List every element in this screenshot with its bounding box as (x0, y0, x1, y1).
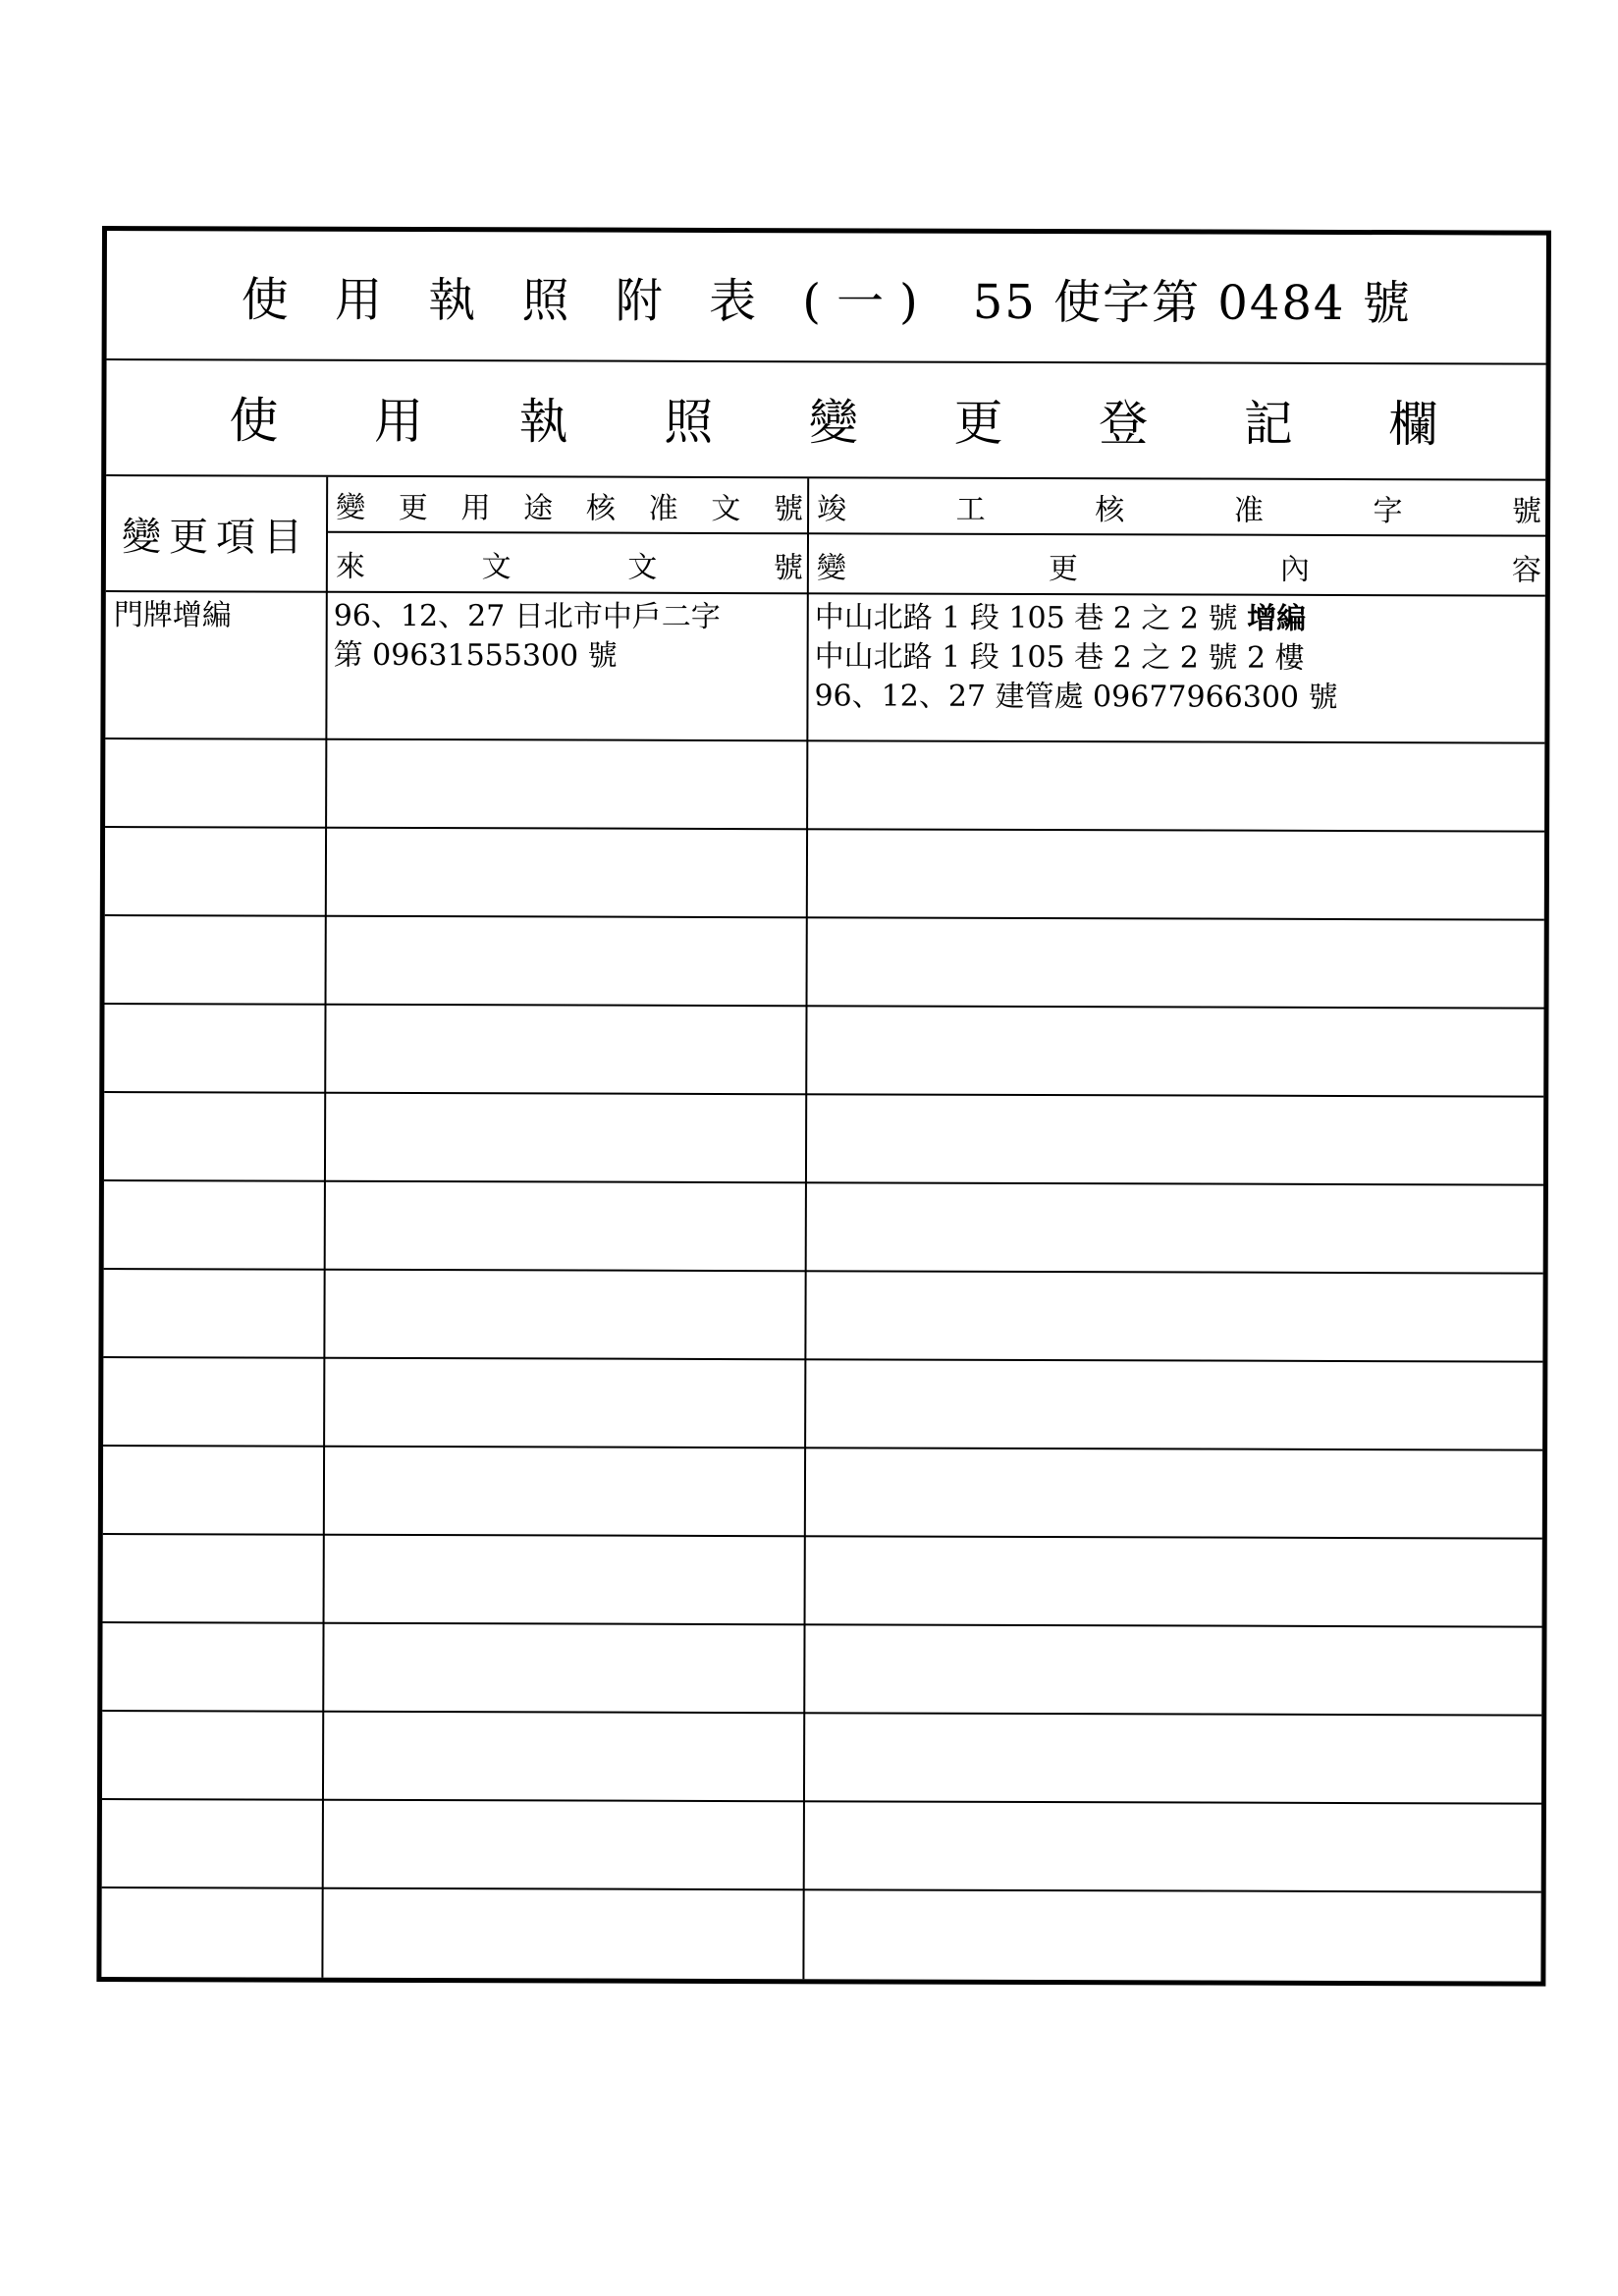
table-row (105, 828, 1544, 921)
table-row (103, 1535, 1542, 1628)
row-content-line (815, 598, 1338, 639)
header-char: 更 (398, 490, 428, 525)
header-char: 工 (955, 492, 986, 527)
table-row (101, 1888, 1540, 1976)
section-title-char: 用 (373, 392, 424, 451)
header-char: 變 (816, 550, 846, 585)
section-title-char: 變 (808, 394, 858, 452)
row-doc-number (334, 597, 721, 677)
table-row (105, 739, 1544, 833)
table-row (105, 916, 1544, 1010)
table-row (104, 1005, 1543, 1098)
header-char: 文 (711, 491, 741, 526)
header-change-item: 變更項目 (121, 514, 311, 561)
table-row (102, 1712, 1541, 1805)
header-char: 用 (460, 490, 491, 525)
row-content-line: 96、12、27 建管處 09677966300 號 (814, 679, 1338, 715)
row-change-content (814, 598, 1337, 718)
header-char: 文 (627, 550, 658, 585)
header-char: 號 (773, 550, 803, 585)
header-char: 核 (585, 491, 616, 526)
section-title-char: 使 (229, 392, 279, 450)
header-char: 字 (1373, 493, 1403, 528)
header-char: 更 (1048, 551, 1078, 586)
permit-number: 55 使字第 0484 號 (972, 274, 1412, 331)
row-content-text: 中山北路 1 段 105 巷 2 之 2 號 (814, 600, 1238, 636)
table-row (104, 1093, 1543, 1186)
change-record-table (101, 476, 1545, 1982)
row-content-emphasis: 增編 (1247, 601, 1307, 636)
header-char: 來 (335, 549, 365, 584)
header-char: 准 (1233, 493, 1264, 528)
section-title-char: 照 (664, 393, 714, 451)
row-change-item: 門牌增編 (113, 598, 232, 633)
table-row (103, 1270, 1542, 1363)
header-approval-doc-number (328, 477, 807, 535)
section-title-char: 登 (1099, 395, 1149, 453)
table-header (106, 476, 1545, 597)
header-completion-approval-number (809, 478, 1545, 536)
header-char: 容 (1511, 553, 1541, 588)
header-incoming-doc-number (328, 535, 807, 593)
section-title (106, 358, 1545, 481)
header-char: 號 (1512, 494, 1542, 529)
table-row (102, 1800, 1541, 1893)
usage-permit-form (96, 226, 1551, 1987)
header-char: 竣 (817, 491, 847, 526)
header-char: 文 (481, 549, 512, 584)
table-row (103, 1358, 1542, 1451)
header-char: 准 (648, 491, 678, 526)
table-row (102, 1623, 1541, 1717)
header-char: 核 (1095, 492, 1125, 527)
table-row (104, 1181, 1543, 1275)
header-char: 號 (773, 491, 804, 526)
section-title-char: 更 (953, 394, 1003, 452)
form-title-prefix: 使 用 執 照 附 表 (一) (241, 271, 934, 330)
section-title-char: 欄 (1388, 396, 1438, 454)
header-char: 變 (336, 490, 366, 525)
header-char: 內 (1279, 552, 1310, 587)
table-row (103, 1447, 1542, 1540)
row-doc-number-line: 第 09631555300 號 (333, 637, 618, 674)
row-doc-number-line: 96、12、27 日北市中戶二字 (333, 598, 721, 634)
form-title (107, 231, 1546, 365)
table-row (105, 592, 1544, 744)
section-title-char: 執 (518, 393, 568, 451)
header-change-content (809, 536, 1545, 594)
section-title-char: 記 (1243, 395, 1293, 453)
row-content-line: 中山北路 1 段 105 巷 2 之 2 號 2 樓 (814, 639, 1305, 676)
header-char: 途 (523, 490, 554, 525)
